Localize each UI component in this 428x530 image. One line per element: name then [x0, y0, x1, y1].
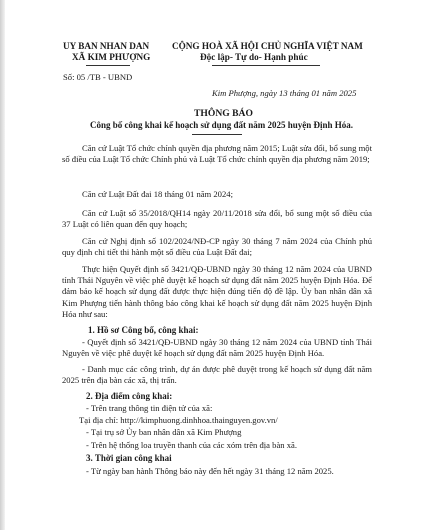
section3-heading: 3. Thời gian công khai [86, 453, 172, 463]
agency-underline [86, 65, 130, 66]
national-title: CỘNG HOÀ XÃ HỘI CHỦ NGHĨA VIỆT NAM [172, 41, 363, 51]
agency-name-line1: UY BAN NHAN DAN [63, 41, 150, 51]
legal-basis-3: Căn cứ Luật số 35/2018/QH14 ngày 20/11/2018 sửa đổi, bổ sung một số điều của 37 Luật có liên quan đến quy hoạch; [62, 208, 372, 230]
agency-name-line2: XÃ KIM PHƯỢNG [72, 52, 151, 62]
section2-address: Tại địa chỉ: http://kimphuong.dinhhoa.thainguyen.gov.vn/ [79, 415, 278, 425]
document-subject: Công bố công khai kế hoạch sử dụng đất năm 2025 huyện Định Hóa. [90, 120, 353, 130]
section2-item-loudspeaker: - Trên hệ thống loa truyền thanh của các xóm trên địa bàn xã. [86, 440, 297, 450]
document-number: Số: 05 /TB - UBND [63, 72, 133, 82]
implementation-paragraph: Thực hiện Quyết định số 3421/QĐ-UBND ngày 30 tháng 12 năm 2024 của UBND tỉnh Thái Nguyên về việc phê duyệt kế hoạch sử dụng đất năm 2025 huyện Định Hóa. Để đảm bảo kế hoạch sử dụng đất được thực hiện đúng tiến độ đề lập. Ủy ban nhân dân xã Kim Phượng tiến hành thông báo công khai kế hoạch sử dụng đất năm 2025 huyện Định Hóa như sau: [62, 264, 372, 319]
page-fold-shadow [0, 0, 5, 530]
national-motto: Độc lập- Tự do- Hạnh phúc [200, 52, 308, 62]
legal-basis-4: Căn cứ Nghị định số 102/2024/NĐ-CP ngày 30 tháng 7 năm 2024 của Chính phủ quy định chi tiết thi hành một số điều của Luật Đất đai; [62, 236, 372, 258]
section2-item-website: - Trên trang thông tin điện tử của xã: [86, 403, 213, 413]
section2-item-office: - Tại trụ sở Ủy ban nhân dân xã Kim Phượng [86, 427, 242, 437]
section3-item-period: - Từ ngày ban hành Thông báo này đến hết ngày 31 tháng 12 năm 2025. [86, 466, 334, 476]
section1-item-2: - Danh mục các công trình, dự án được phê duyệt trong kế hoạch sử dụng đất năm 2025 trên địa bàn các xã, thị trấn. [62, 364, 372, 386]
section2-heading: 2. Địa điểm công khai: [86, 391, 173, 401]
motto-underline [212, 65, 320, 66]
title-underline [192, 134, 242, 135]
section1-heading: 1. Hồ sơ Công bố, công khai: [88, 325, 199, 335]
legal-basis-2: Căn cứ Luật Đất đai 18 tháng 01 năm 2024; [82, 189, 233, 199]
place-and-date: Kim Phượng, ngày 13 tháng 01 năm 2025 [212, 88, 357, 98]
section1-item-1: - Quyết định số 3421/QĐ-UBND ngày 30 tháng 12 năm 2024 của UBND tỉnh Thái Nguyên về việc phê duyệt kế hoạch sử dụng đất năm 2025 huyện Định Hóa. [62, 337, 372, 359]
legal-basis-1: Căn cứ Luật Tổ chức chính quyền địa phương năm 2015; Luật sửa đổi, bổ sung một số điều của Luật Tổ chức Chính phủ và Luật Tổ chức chính quyền địa phương năm 2019; [62, 143, 372, 165]
document-type: THÔNG BÁO [194, 108, 253, 119]
